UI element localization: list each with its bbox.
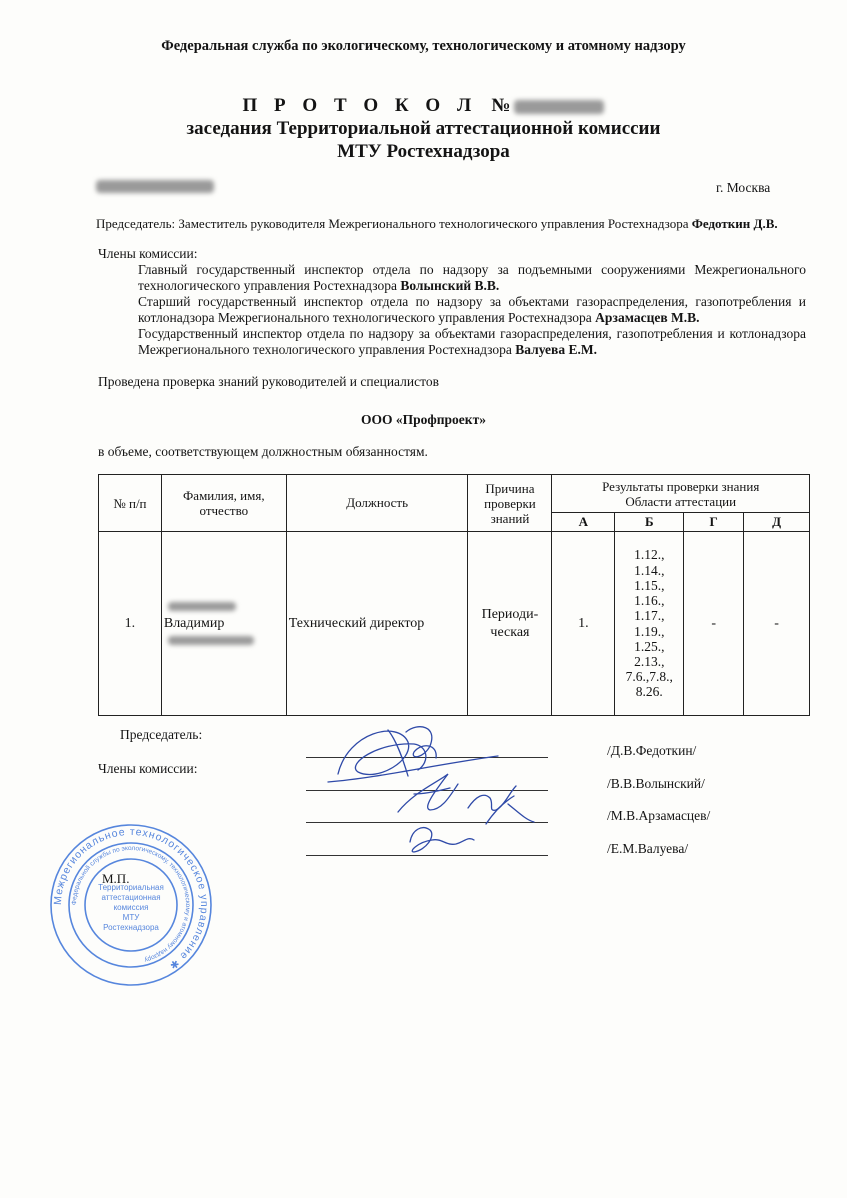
member-1-text: Главный государственный инспектор отдела по надзору за подъемными сооружениями Межрегионального технологического управления Ростехнадзора bbox=[138, 262, 806, 293]
title-line-2: заседания Территориальной аттестационной комиссии bbox=[186, 118, 661, 139]
member-3 bbox=[138, 326, 806, 358]
row-first-name: Владимир bbox=[163, 615, 225, 631]
svg-text:МТУ: МТУ bbox=[122, 913, 140, 922]
protocol-word: П Р О Т О К О Л bbox=[242, 95, 478, 116]
area-d-header: Д bbox=[744, 513, 810, 532]
col-number-header: № п/п bbox=[99, 475, 162, 532]
member-3-name: Валуева Е.М. bbox=[515, 342, 597, 357]
row-area-g: - bbox=[684, 532, 744, 716]
row-name bbox=[161, 532, 286, 716]
svg-text:Федеральной службы по экологич: Федеральной службы по экологическому, технологическому и атомному надзору bbox=[70, 844, 192, 964]
chairman-name: Федоткин Д.В. bbox=[691, 216, 778, 231]
agency-header: Федеральная служба по экологическому, технологическому и атомному надзору bbox=[161, 38, 686, 54]
member-3-text: Государственный инспектор отдела по надзору за объектами газораспределения, газопотребления и котлонадзора Межрегионального технологического управления Ростехнадзора bbox=[138, 326, 806, 357]
member-2-text: Старший государственный инспектор отдела по надзору за объектами газораспределения, газопотребления и котлонадзора Межрегионального технологического управления Ростехнадзора bbox=[138, 294, 806, 325]
row-position: Технический директор bbox=[286, 532, 468, 716]
signature-name-3: /М.В.Арзамасцев/ bbox=[607, 808, 711, 823]
svg-text:Ростехнадзора: Ростехнадзора bbox=[103, 923, 159, 932]
redacted-date bbox=[96, 180, 214, 193]
commission-stamp bbox=[46, 820, 216, 990]
col-reason-header: Причина проверки знаний bbox=[468, 475, 552, 532]
member-1-name: Волынский В.В. bbox=[400, 278, 500, 293]
title-line-3: МТУ Ростехнадзора bbox=[337, 141, 510, 162]
col-name-header: Фамилия, имя, отчество bbox=[161, 475, 286, 532]
chairman-text: Председатель: Заместитель руководителя Межрегионального технологического управления Ростехнадзора bbox=[96, 216, 692, 231]
member-2-name: Арзамасцев М.В. bbox=[595, 310, 700, 325]
row-reason: Периоди-ческая bbox=[468, 532, 552, 716]
area-g-header: Г bbox=[684, 513, 744, 532]
results-header-line-2: Области аттестации bbox=[625, 493, 737, 509]
row-area-a: 1. bbox=[552, 532, 615, 716]
svg-text:Территориальная: Территориальная bbox=[98, 883, 164, 892]
row-area-d: - bbox=[744, 532, 810, 716]
svg-text:комиссия: комиссия bbox=[113, 903, 149, 912]
protocol-title bbox=[0, 94, 847, 163]
members-label: Члены комиссии: bbox=[98, 246, 198, 261]
signature-name-4: /Е.М.Валуева/ bbox=[607, 841, 689, 856]
col-position-header: Должность bbox=[286, 475, 468, 532]
redacted-number bbox=[514, 100, 604, 114]
area-b-header: Б bbox=[615, 513, 684, 532]
col-results-header bbox=[552, 475, 810, 513]
member-1 bbox=[138, 262, 806, 294]
svg-text:Межрегиональное технологическо: Межрегиональное технологическое управление ✱ bbox=[51, 825, 211, 972]
check-text: Проведена проверка знаний руководителей и специалистов bbox=[98, 374, 439, 389]
scope-text: в объеме, соответствующем должностным обязанностям. bbox=[98, 444, 428, 459]
stamp-mp-label: М.П. bbox=[102, 871, 130, 886]
signature-chairman-label: Председатель: bbox=[120, 727, 203, 742]
city: г. Москва bbox=[716, 180, 771, 195]
results-table bbox=[98, 474, 810, 716]
svg-text:аттестационная: аттестационная bbox=[101, 893, 161, 902]
signature-members-label: Члены комиссии: bbox=[98, 761, 198, 776]
area-a-header: А bbox=[552, 513, 615, 532]
protocol-number-prefix: № bbox=[491, 95, 511, 116]
redacted-patronymic bbox=[168, 636, 254, 645]
member-2 bbox=[138, 294, 806, 326]
redacted-surname bbox=[168, 602, 236, 611]
table-row bbox=[99, 532, 810, 716]
handwritten-signatures bbox=[318, 712, 548, 872]
chairman-line bbox=[96, 216, 778, 232]
row-area-b: 1.12., 1.14., 1.15., 1.16., 1.17., 1.19., 1.25., 2.13., 7.6.,7.8., 8.26. bbox=[615, 532, 684, 716]
organization-name: ООО «Профпроект» bbox=[361, 412, 486, 427]
signature-name-1: /Д.В.Федоткин/ bbox=[607, 743, 697, 758]
results-header-line-1: Результаты проверки знания bbox=[602, 478, 760, 494]
row-number: 1. bbox=[99, 532, 162, 716]
signature-name-2: /В.В.Волынский/ bbox=[607, 776, 705, 791]
